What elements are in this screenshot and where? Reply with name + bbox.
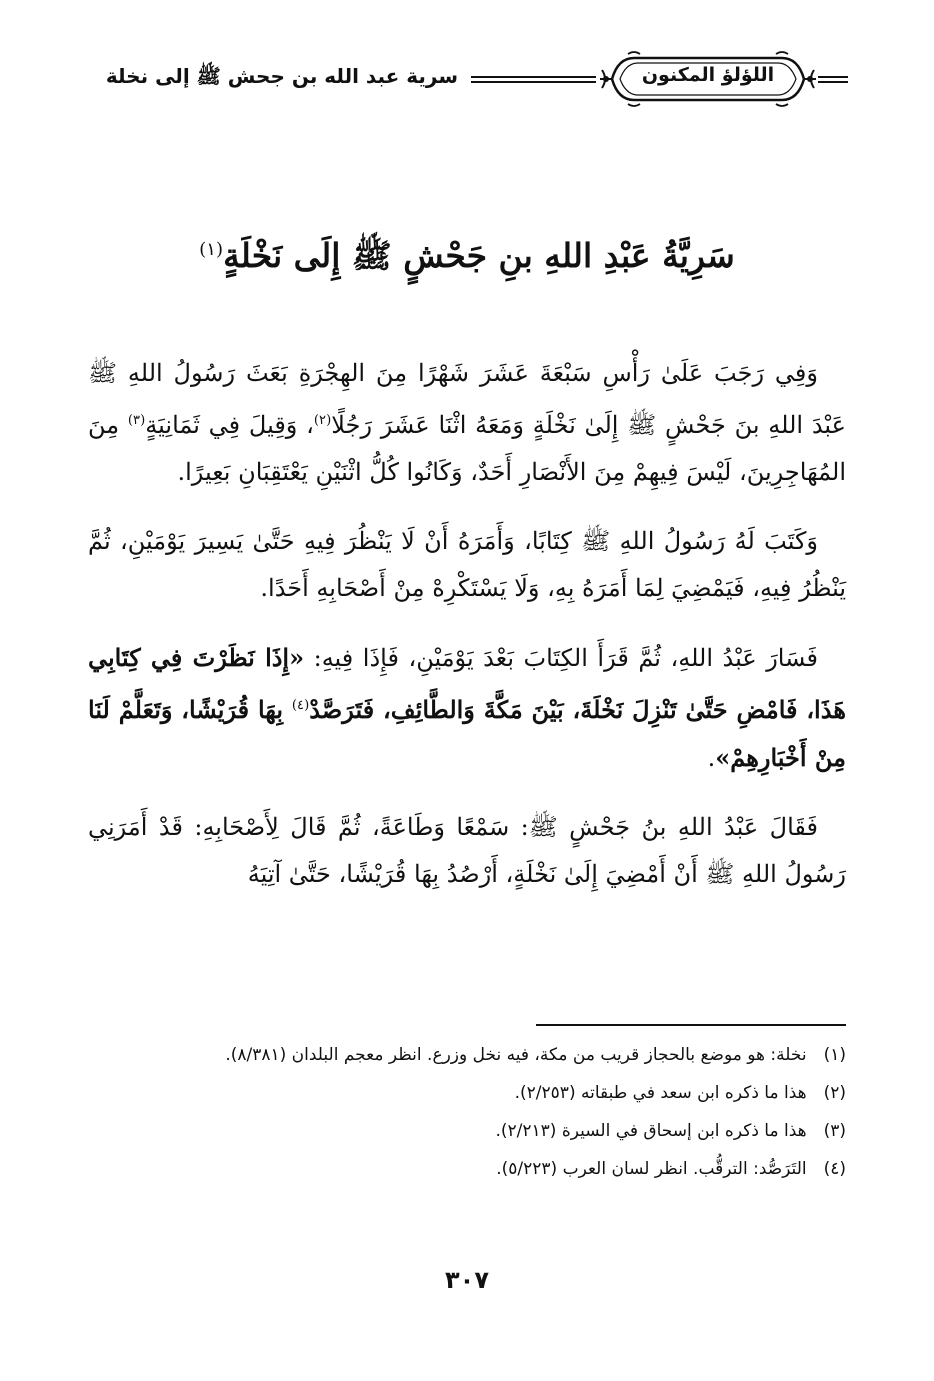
footnote-number: (٣): [823, 1121, 846, 1141]
page-number: ٣٠٧: [445, 1266, 489, 1294]
footnote-number: (٤): [823, 1159, 846, 1179]
chapter-title: [0, 236, 934, 284]
paragraph-4: فَقَالَ عَبْدُ اللهِ بنُ جَحْشٍ ﷺ: سَمْعًا وَطَاعَةً، ثُمَّ قَالَ لِأَصْحَابِهِ: قَدْ أَمَرَنِي رَسُولُ اللهِ ﷺ أَنْ أَمْضِيَ إِلَىٰ نَخْلَةٍ، أَرْصُدُ بِهَا قُرَيْشًا، حَتَّىٰ آتِيَهُ: [88, 813, 846, 888]
header-rule-middle: [471, 76, 596, 83]
footnote-4: [88, 1154, 846, 1184]
footnote-text: هذا ما ذكره ابن إسحاق في السيرة (٢/٢١٣).: [495, 1121, 807, 1141]
running-chapter-title: سرية عبد الله بن جحش ﷺ إلى نخلة: [105, 64, 458, 88]
footnote-separator: [536, 1024, 846, 1026]
paragraph-3-part-2: .: [707, 744, 716, 772]
paragraph-3: [88, 634, 846, 782]
footnote-number: (٢): [823, 1083, 846, 1103]
footnote-ref-4: (٤): [291, 698, 310, 713]
paragraph-1-part-1: وَفِي رَجَبَ عَلَىٰ رَأْسِ سَبْعَةَ عَشَرَ شَهْرًا مِنَ الهِجْرَةِ بَعَثَ رَسُولُ اللهِ ﷺ عَبْدَ اللهِ بنَ جَحْشٍ ﷺ إِلَىٰ نَخْلَةٍ وَمَعَهُ اثْنَا عَشَرَ رَجُلًا: [88, 359, 846, 439]
book-title-cartouche: [598, 48, 818, 110]
footnote-1: [88, 1040, 846, 1070]
paragraph-3-part-1: فَسَارَ عَبْدُ اللهِ، ثُمَّ قَرَأَ الكِتَابَ بَعْدَ يَوْمَيْنِ، فَإِذَا فِيهِ:: [304, 644, 818, 672]
running-header: [98, 48, 848, 110]
main-text: [88, 350, 846, 920]
footnote-ref-1: (١): [199, 239, 224, 260]
footnote-2: [88, 1078, 846, 1108]
chapter-title-text: سَرِيَّةُ عَبْدِ اللهِ بنِ جَحْشٍ ﷺ إِلَى نَخْلَةٍ: [223, 236, 735, 275]
quote-part-2: بِهَا قُرَيْشًا، وَتَعَلَّمْ لَنَا مِنْ أَخْبَارِهِمْ»: [88, 695, 846, 772]
footnote-3: [88, 1116, 846, 1146]
paragraph-1: [88, 350, 846, 496]
paragraph-1-part-3: مِنَ المُهَاجِرِينَ، لَيْسَ فِيهِمْ مِنَ الأَنْصَارِ أَحَدٌ، وَكَانُوا كُلُّ اثْنَيْنِ يَعْتَقِبَانِ بَعِيرًا.: [88, 411, 846, 486]
header-rule-right: [818, 76, 848, 83]
book-title: اللؤلؤ المكنون: [641, 64, 775, 86]
footnotes: [88, 1040, 846, 1192]
paragraph-1-part-2: ، وَقِيلَ فِي ثَمَانِيَةٍ: [145, 411, 314, 439]
footnote-ref-2: (٢): [313, 413, 332, 428]
quote-part-1: «إِذَا نَظَرْتَ فِي كِتَابِي هَذَا، فَامْضِ حَتَّىٰ تَنْزِلَ نَخْلَةَ، بَيْنَ مَكَّةَ وَالطَّائِفِ، فَتَرَصَّدْ: [88, 643, 846, 724]
footnote-text: نخلة: هو موضع بالحجاز قريب من مكة، فيه نخل وزرع. انظر معجم البلدان (٨/٣٨١).: [225, 1045, 807, 1065]
footnote-text: التَرَصُّد: الترقُّب. انظر لسان العرب (٥/٢٢٣).: [496, 1159, 807, 1179]
footnote-ref-3: (٣): [127, 413, 146, 428]
footnote-number: (١): [823, 1045, 846, 1065]
paragraph-2: وَكَتَبَ لَهُ رَسُولُ اللهِ ﷺ كِتَابًا، وَأَمَرَهُ أَنْ لَا يَنْظُرَ فِيهِ حَتَّىٰ يَسِيرَ يَوْمَيْنِ، ثُمَّ يَنْظُرُ فِيهِ، فَيَمْضِيَ لِمَا أَمَرَهُ بِهِ، وَلَا يَسْتَكْرِهْ مِنْ أَصْحَابِهِ أَحَدًا.: [88, 527, 846, 602]
footnote-text: هذا ما ذكره ابن سعد في طبقاته (٢/٢٥٣).: [514, 1083, 807, 1103]
